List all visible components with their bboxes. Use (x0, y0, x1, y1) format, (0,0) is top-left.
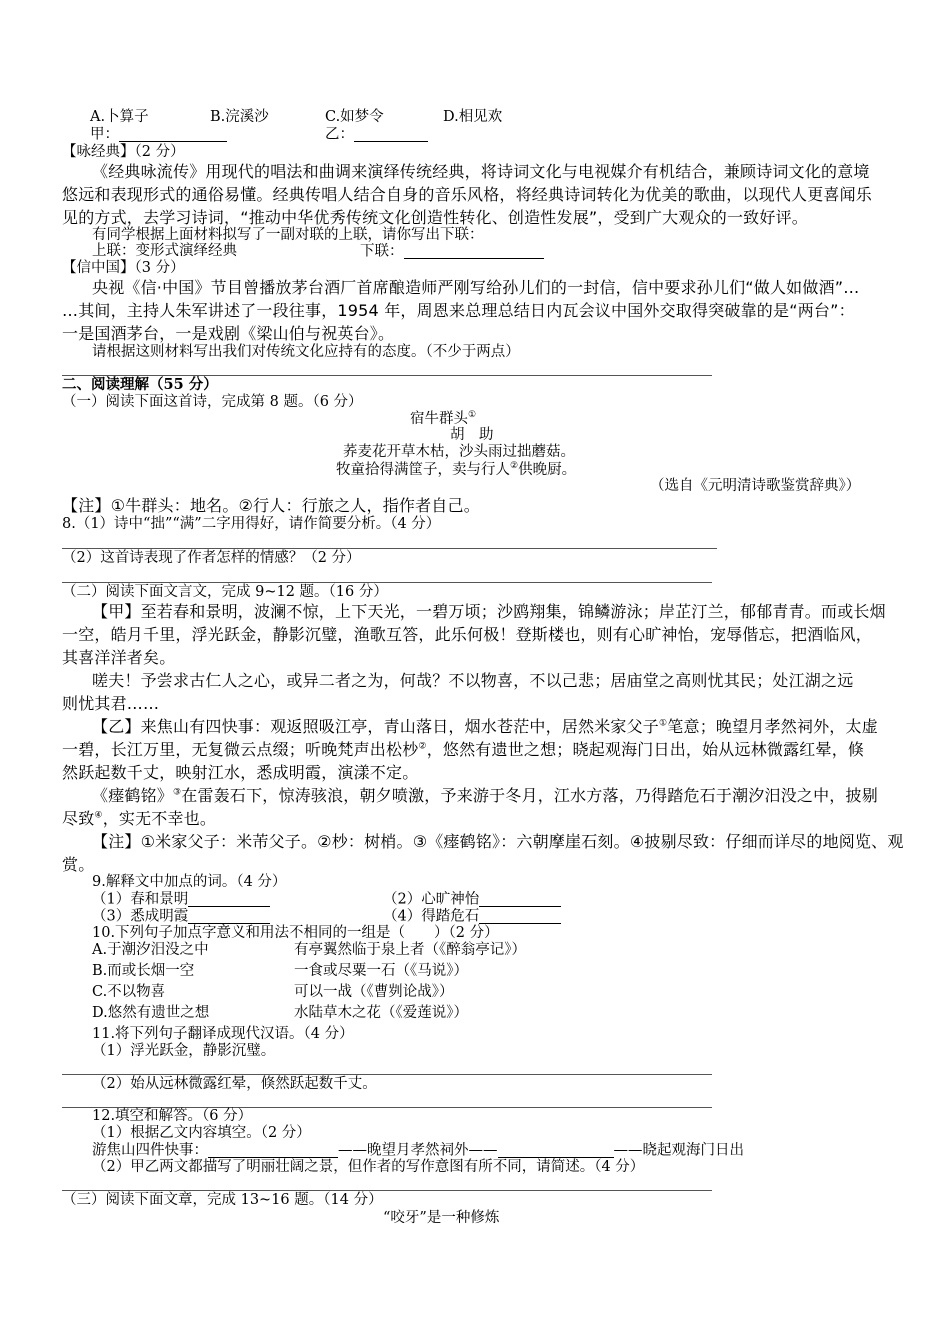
q10-b-left: B.而或长烟一空 (92, 963, 195, 979)
q9-item-1-text: （1）春和景明 (92, 891, 189, 908)
yi-label: 乙： (325, 126, 354, 143)
poem-line-2-note: ② (510, 461, 519, 471)
xialian-label: 下联： (360, 243, 404, 260)
xin-para-line-1: 央视《信·中国》节目曾播放茅台酒厂首席酿造师严刚写给孙儿们的一封信，信中要求孙儿们“做人如做酒”… (92, 278, 860, 297)
yi-line-1b: 笔意；晚望月孝然祠外，太虚 (667, 717, 878, 736)
poem-title-text: 宿牛群头 (410, 410, 468, 427)
poem-line-2a: 牧童拾得满筐子，卖与行人 (336, 461, 510, 478)
yong-para-line-1: 《经典咏流传》用现代的唱法和曲调来演绎传统经典，将诗词文化与电视媒介有机结合，兼顾诗词文化的意境 (92, 162, 870, 181)
jia-label: 甲： (90, 126, 119, 143)
q12: 12.填空和解答。（6 分） (92, 1108, 253, 1124)
yi-line-4a: 《瘗鹤铭》 (92, 786, 174, 805)
poem-line-2b: 供晚厨。 (518, 461, 577, 478)
xialian-blank[interactable] (404, 244, 544, 259)
q10-b-right: 一食或尽粟一石（《马说》） (294, 963, 468, 979)
q12-fill-middle: ——晚望月孝然祠外—— (338, 1142, 498, 1159)
jia-blank[interactable] (119, 127, 227, 142)
yi-note-4: ④ (94, 810, 103, 821)
q10-d-left: D.悠然有遗世之想 (92, 1005, 210, 1021)
poem-note: 【注】①牛群头：地名。②行人：行旅之人，指作者自己。 (62, 496, 480, 515)
q12-blank-1[interactable] (208, 1143, 338, 1158)
answer-rule (62, 582, 712, 583)
poem-line-1: 荞麦花开草木枯，沙头雨过拙蘑菇。 (343, 444, 575, 460)
xin-heading: 【信中国】（3 分） (62, 260, 185, 276)
jia-line-1: 【甲】至若春和景明，波澜不惊，上下天光，一碧万顷；沙鸥翔集，锦鳞游泳；岸芷汀兰，郁郁青青。而或长烟 (92, 602, 886, 621)
q9-blank-4[interactable] (479, 909, 561, 924)
q9-item-2 (383, 892, 561, 907)
q10-d-right: 水陆草木之花（《爱莲说》） (294, 1005, 468, 1021)
yong-instruction: 有同学根据上面材料拟写了一副对联的上联，请你写出下联： (92, 227, 484, 243)
shanglian: 上联：变形式演绎经典 (92, 243, 237, 259)
q10: 10.下列句子加点字意义和用法不相同的一组是（ ）（2 分） (92, 925, 499, 941)
option-a: A.卜算子 (90, 109, 149, 125)
poem-source: （选自《元明清诗歌鉴赏辞典》） (650, 478, 861, 494)
q12-fill-end: ——晓起观海门日出 (613, 1142, 744, 1159)
yi-note-1: ① (659, 718, 668, 729)
answer-rule (62, 1074, 712, 1075)
part3-intro: （三）阅读下面文章，完成 13~16 题。（14 分） (62, 1192, 383, 1208)
yi-line-5b: ，实无不幸也。 (102, 809, 217, 828)
xin-para-line-3: 一是国酒茅台，一是戏剧《梁山伯与祝英台》。 (62, 324, 395, 343)
yi-line-1a: 【乙】来焦山有四快事：观返照吸江亭，青山落日，烟水苍茫中，居然米家父子 (92, 717, 660, 736)
q9-item-4 (383, 909, 561, 924)
poem-title (410, 411, 476, 426)
q10-c-left: C.不以物喜 (92, 984, 166, 1000)
q9-blank-3[interactable] (188, 909, 270, 924)
yi-answer-line (325, 127, 428, 142)
yi-line-5a: 尽致 (62, 809, 95, 828)
answer-rule (62, 1190, 712, 1191)
poem-line-2 (336, 462, 576, 477)
q12-fill-line (92, 1143, 744, 1158)
yi-line-3: 然跃起数千丈，映射江水，悉成明霞，演漾不定。 (62, 763, 419, 782)
yi-note-line-1: 【注】①米家父子：米芾父子。②杪：树梢。③《瘗鹤铭》：六朝摩崖石刻。④披剔尽致：仔细而详尽的地阅览、观 (92, 832, 904, 851)
yi-line-1 (92, 719, 878, 735)
q11: 11.将下列句子翻译成现代汉语。（4 分） (92, 1026, 354, 1042)
q9-blank-1[interactable] (188, 892, 270, 907)
section2-heading: 二、阅读理解（55 分） (62, 376, 218, 393)
yi-note-2: ② (418, 741, 427, 752)
q12-blank-2[interactable] (498, 1143, 614, 1158)
part2-intro: （二）阅读下面文言文，完成 9~12 题。（16 分） (62, 584, 388, 600)
q9-item-3-text: （3）悉成明霞 (92, 908, 189, 925)
q12-part2: （2）甲乙两文都描写了明丽壮阔之景，但作者的写作意图有所不同，请简述。（4 分） (92, 1159, 645, 1175)
option-d: D.相见欢 (443, 109, 503, 125)
yi-line-4 (92, 788, 878, 804)
jia-line-3: 其喜洋洋者矣。 (62, 648, 176, 667)
part1-intro: （一）阅读下面这首诗，完成第 8 题。（6 分） (62, 394, 363, 410)
yi-blank[interactable] (354, 127, 428, 142)
q12-fill-label: 游焦山四件快事： (92, 1142, 208, 1159)
yi-line-5 (62, 811, 216, 827)
yong-para-line-3: 见的方式，去学习诗词，“推动中华优秀传统文化创造性转化、创造性发展”，受到广大观众的一致好评。 (62, 208, 808, 227)
q9-item-2-text: （2）心旷神怡 (383, 891, 480, 908)
xin-para-line-2: …其间，主持人朱军讲述了一段往事，1954 年，周恩来总理总结日内瓦会议中国外交取得突破靠的是“两台”： (62, 301, 855, 320)
yi-line-2a: 一碧，长江万里，无复微云点缀；听晚梵声出松杪 (62, 740, 419, 759)
xin-instruction: 请根据这则材料写出我们对传统文化应持有的态度。（不少于两点） (92, 344, 520, 360)
q8-part2: （2）这首诗表现了作者怎样的情感？（2 分） (62, 550, 361, 566)
jia-line-2: 一空，皓月千里，浮光跃金，静影沉璧，渔歌互答，此乐何极！登斯楼也，则有心旷神怡，宠辱偕忘，把酒临风， (62, 625, 873, 644)
yi-line-2b: ，悠然有遗世之想；晓起观海门日出，始从远林微露红晕，倏 (426, 740, 865, 759)
option-b: B.浣溪沙 (210, 109, 269, 125)
yong-heading: 【咏经典】（2 分） (62, 144, 185, 160)
jia-line-5: 则忧其君…… (62, 694, 160, 713)
q10-a-left: A.于潮汐汨没之中 (92, 942, 209, 958)
q9: 9.解释文中加点的词。（4 分） (92, 874, 287, 890)
yong-para-line-2: 悠远和表现形式的通俗易懂。经典传唱人结合自身的音乐风格，将经典诗词转化为优美的歌曲，以现代人更喜闻乐 (62, 185, 873, 204)
q10-a-right: 有亭翼然临于泉上者（《醉翁亭记》） (294, 942, 526, 958)
poem-title-note: ① (468, 410, 477, 420)
xialian-line (360, 244, 544, 259)
jia-answer-line (90, 127, 227, 142)
yi-note-line-2: 赏。 (62, 855, 95, 874)
q8-part1: 8.（1）诗中“拙”“满”二字用得好，请作简要分析。（4 分） (62, 516, 441, 532)
q9-item-3 (92, 909, 270, 924)
jia-line-4: 嗟夫！予尝求古仁人之心，或异二者之为，何哉？不以物喜，不以己悲；居庙堂之高则忧其民；处江湖之远 (92, 671, 854, 690)
q11-part2: （2）始从远林微露红晕，倏然跃起数千丈。 (92, 1076, 377, 1092)
q12-part1: （1）根据乙文内容填空。（2 分） (92, 1125, 311, 1141)
q9-item-1 (92, 892, 270, 907)
yi-line-4b: 在雷轰石下，惊涛骇浪，朝夕喷激，予来游于冬月，江水方落，乃得踏危石于潮汐汨没之中，披剔 (181, 786, 878, 805)
yi-note-3: ③ (173, 787, 182, 798)
poem-author: 胡 助 (450, 427, 494, 443)
yi-line-2 (62, 742, 864, 758)
article-title: “咬牙”是一种修炼 (383, 1210, 500, 1226)
q10-c-right: 可以一战（《曹刿论战》） (294, 984, 454, 1000)
q11-part1: （1）浮光跃金，静影沉璧。 (92, 1043, 276, 1059)
answer-rule (62, 548, 717, 549)
option-c: C.如梦令 (325, 109, 384, 125)
q9-blank-2[interactable] (479, 892, 561, 907)
q9-item-4-text: （4）得踏危石 (383, 908, 480, 925)
